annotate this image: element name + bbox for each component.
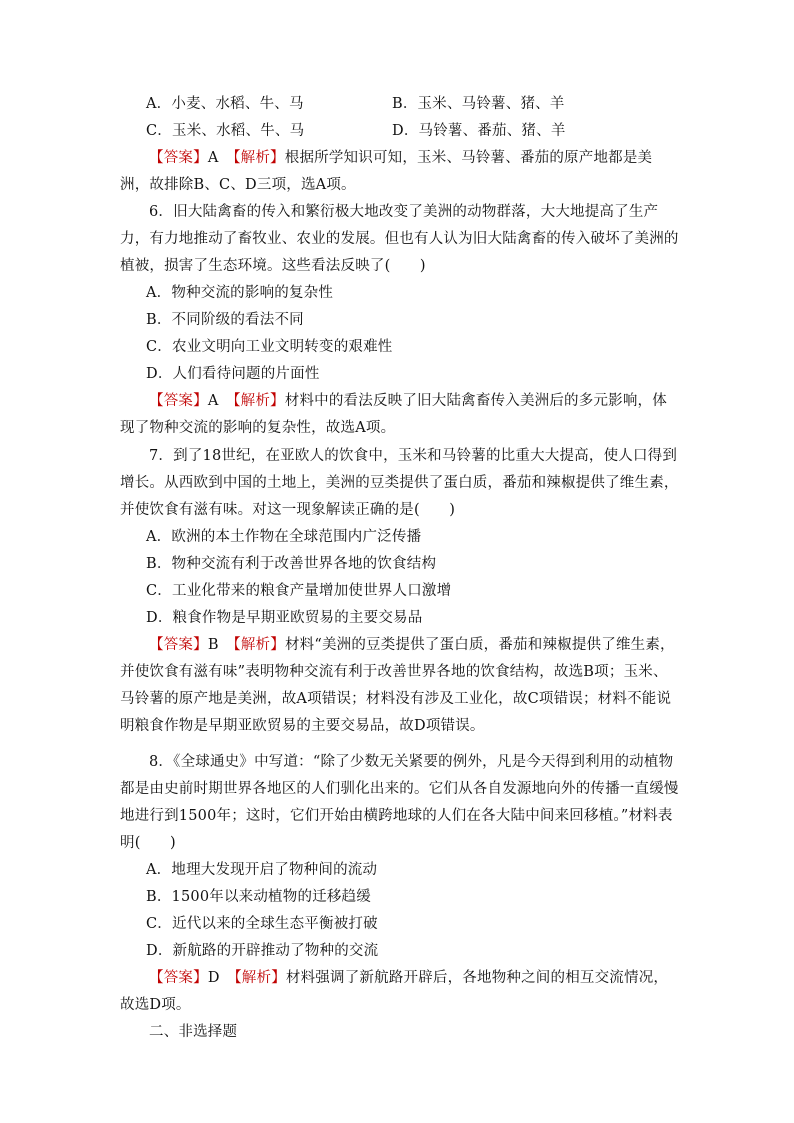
analysis-text: 材料强调了新航路开辟后，各地物种之间的相互交流情况，故选D项。: [120, 970, 669, 1013]
q7-answer: [120, 632, 680, 740]
q5-option-b: B．玉米、马铃薯、猪、羊: [392, 96, 565, 112]
q8-answer: [120, 965, 680, 1019]
q6: [120, 199, 680, 442]
answer-tag: 【答案】: [149, 637, 208, 653]
q6-option-b: B．不同阶级的看法不同: [146, 312, 304, 328]
analysis-text: 根据所学知识可知，玉米、马铃薯、番茄的原产地都是美洲，故排除B、C、D三项，选A项。: [120, 150, 653, 193]
q5-option-a: A．小麦、水稻、牛、马: [146, 96, 304, 112]
analysis-text: 材料中的看法反映了旧大陆禽畜传入美洲后的多元影响，体现了物种交流的影响的复杂性，故选A项。: [120, 393, 667, 436]
q5-answer: [120, 145, 680, 199]
section-heading-nonchoice: 二、非选择题: [149, 1024, 238, 1040]
analysis-tag: 【解析】: [233, 393, 285, 409]
analysis-tag: 【解析】: [234, 970, 286, 986]
answer-letter: A: [207, 150, 234, 166]
q8-stem: 8．《全球通史》中写道：“除了少数无关紧要的例外，凡是今天得到利用的动植物都是由史前时期世界各地区的人们驯化出来的。它们从各自发源地向外的传播一直缓慢地进行到1500年；这时，它们开始由横跨地球的人们在各大陆中间来回移植。”材料表明( ): [120, 754, 679, 851]
q5-option-row-1: [120, 91, 680, 118]
analysis-text: 材料“美洲的豆类提供了蛋白质，番茄和辣椒提供了维生素，并使饮食有滋有味”表明物种交流有利于改善世界各地的饮食结构，故选B项；玉米、马铃薯的原产地是美洲，故A项错误；材料没有涉及工业化，故C项错误；材料不能说明粮食作物是早期亚欧贸易的主要交易品，故D项错误。: [120, 637, 675, 734]
analysis-tag: 【解析】: [233, 637, 285, 653]
q7-option-a: A．欧洲的本土作物在全球范围内广泛传播: [146, 529, 422, 545]
q5-option-row-2: [120, 118, 680, 145]
answer-letter: B: [207, 637, 234, 653]
q6-option-a: A．物种交流的影响的复杂性: [146, 285, 334, 301]
q7-option-b: B．物种交流有利于改善世界各地的饮食结构: [146, 556, 437, 572]
answer-letter: A: [207, 393, 234, 409]
q8-option-d: D．新航路的开辟推动了物种的交流: [146, 943, 379, 959]
q8: [120, 749, 680, 1046]
q5-options: [120, 91, 680, 199]
answer-tag: 【答案】: [149, 970, 208, 986]
analysis-tag: 【解析】: [233, 150, 285, 166]
q8-option-c: C．近代以来的全球生态平衡被打破: [146, 916, 378, 932]
q6-option-c: C．农业文明向工业文明转变的艰难性: [146, 339, 393, 355]
q7-option-d: D．粮食作物是早期亚欧贸易的主要交易品: [146, 610, 423, 626]
q7: [120, 443, 680, 740]
q7-option-c: C．工业化带来的粮食产量增加使世界人口激增: [146, 583, 452, 599]
answer-tag: 【答案】: [149, 393, 208, 409]
answer-letter: D: [207, 970, 235, 986]
q8-option-a: A．地理大发现开启了物种间的流动: [146, 862, 378, 878]
q5-option-c: C．玉米、水稻、牛、马: [146, 123, 305, 139]
q5-option-d: D．马铃薯、番茄、猪、羊: [392, 123, 566, 139]
q6-option-d: D．人们看待问题的片面性: [146, 366, 320, 382]
q8-option-b: B．1500年以来动植物的迁移趋缓: [146, 889, 371, 905]
q7-stem: 7．到了18世纪，在亚欧人的饮食中，玉米和马铃薯的比重大大提高，使人口得到增长。从西欧到中国的土地上，美洲的豆类提供了蛋白质，番茄和辣椒提供了维生素，并使饮食有滋有味。对这一现象解读正确的是( ): [120, 448, 679, 518]
q6-answer: [120, 388, 680, 442]
answer-tag: 【答案】: [149, 150, 208, 166]
q6-stem: 6．旧大陆禽畜的传入和繁衍极大地改变了美洲的动物群落，大大地提高了生产力，有力地推动了畜牧业、农业的发展。但也有人认为旧大陆禽畜的传入破坏了美洲的植被，损害了生态环境。这些看法反映了( ): [120, 204, 679, 274]
